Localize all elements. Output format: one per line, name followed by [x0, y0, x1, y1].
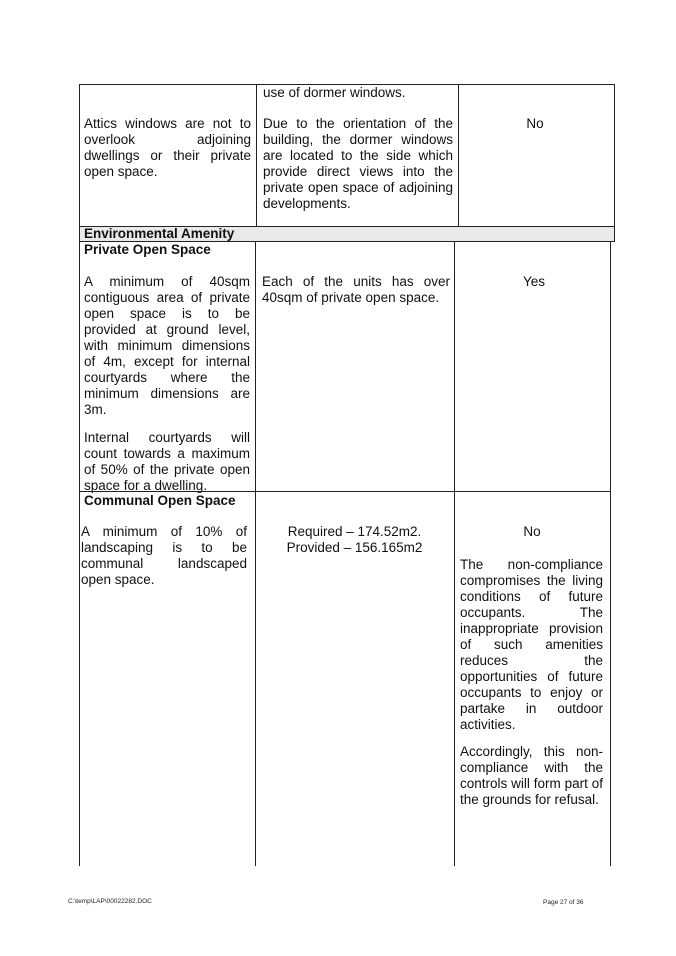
communal-open-space-control: A minimum of 10% of landscaping is to be communal landscaped open space.	[81, 524, 247, 587]
table-left-border	[79, 84, 80, 866]
table-right-border	[610, 241, 611, 866]
private-open-space-proposal: Each of the units has over 40sqm of private open space.	[262, 274, 450, 305]
private-open-space-heading: Private Open Space	[84, 242, 211, 257]
table-right-border	[614, 84, 615, 242]
communal-open-space-comment-1: The non-compliance compromises the living conditions of future occupants. The inappropriate provision of such amenities reduces the opportunities of future occupants to enjoy or partake in outdoor activities.	[460, 557, 603, 732]
footer-page-number: Page 27 of 36	[543, 899, 584, 906]
column-divider	[255, 241, 256, 866]
private-open-space-compliance: Yes	[522, 274, 546, 289]
row1-proposal-continued: use of dormer windows.	[263, 85, 406, 100]
communal-open-space-provided: Provided – 156.165m2	[286, 540, 423, 555]
column-divider	[454, 241, 455, 866]
column-divider	[256, 84, 257, 227]
row1-compliance: No	[526, 116, 544, 131]
communal-open-space-heading: Communal Open Space	[84, 493, 236, 508]
communal-open-space-comment-2: Accordingly, this non-compliance with the controls will form part of the grounds for refusal.	[460, 744, 603, 807]
footer-file-path: C:\temp\LAP\00022282.DOC	[68, 898, 152, 905]
communal-open-space-compliance: No	[523, 524, 541, 539]
private-open-space-control-2: Internal courtyards will count towards a maximum of 50% of the private open space for a dwelling.	[84, 430, 250, 493]
row1-control: Attics windows are not to overlook adjoining dwellings or their private open space.	[84, 116, 251, 179]
column-divider	[458, 84, 459, 227]
row1-proposal: Due to the orientation of the building, the dormer windows are located to the side which provide direct views into the private open space of adjoining developments.	[263, 116, 453, 211]
section-heading: Environmental Amenity	[84, 226, 235, 241]
private-open-space-control-1: A minimum of 40sqm contiguous area of private open space is to be provided at ground level, with minimum dimensions of 4m, except for internal courtyards where the minimum dimensions are 3m.	[84, 274, 250, 417]
communal-open-space-required: Required – 174.52m2.	[287, 524, 422, 539]
